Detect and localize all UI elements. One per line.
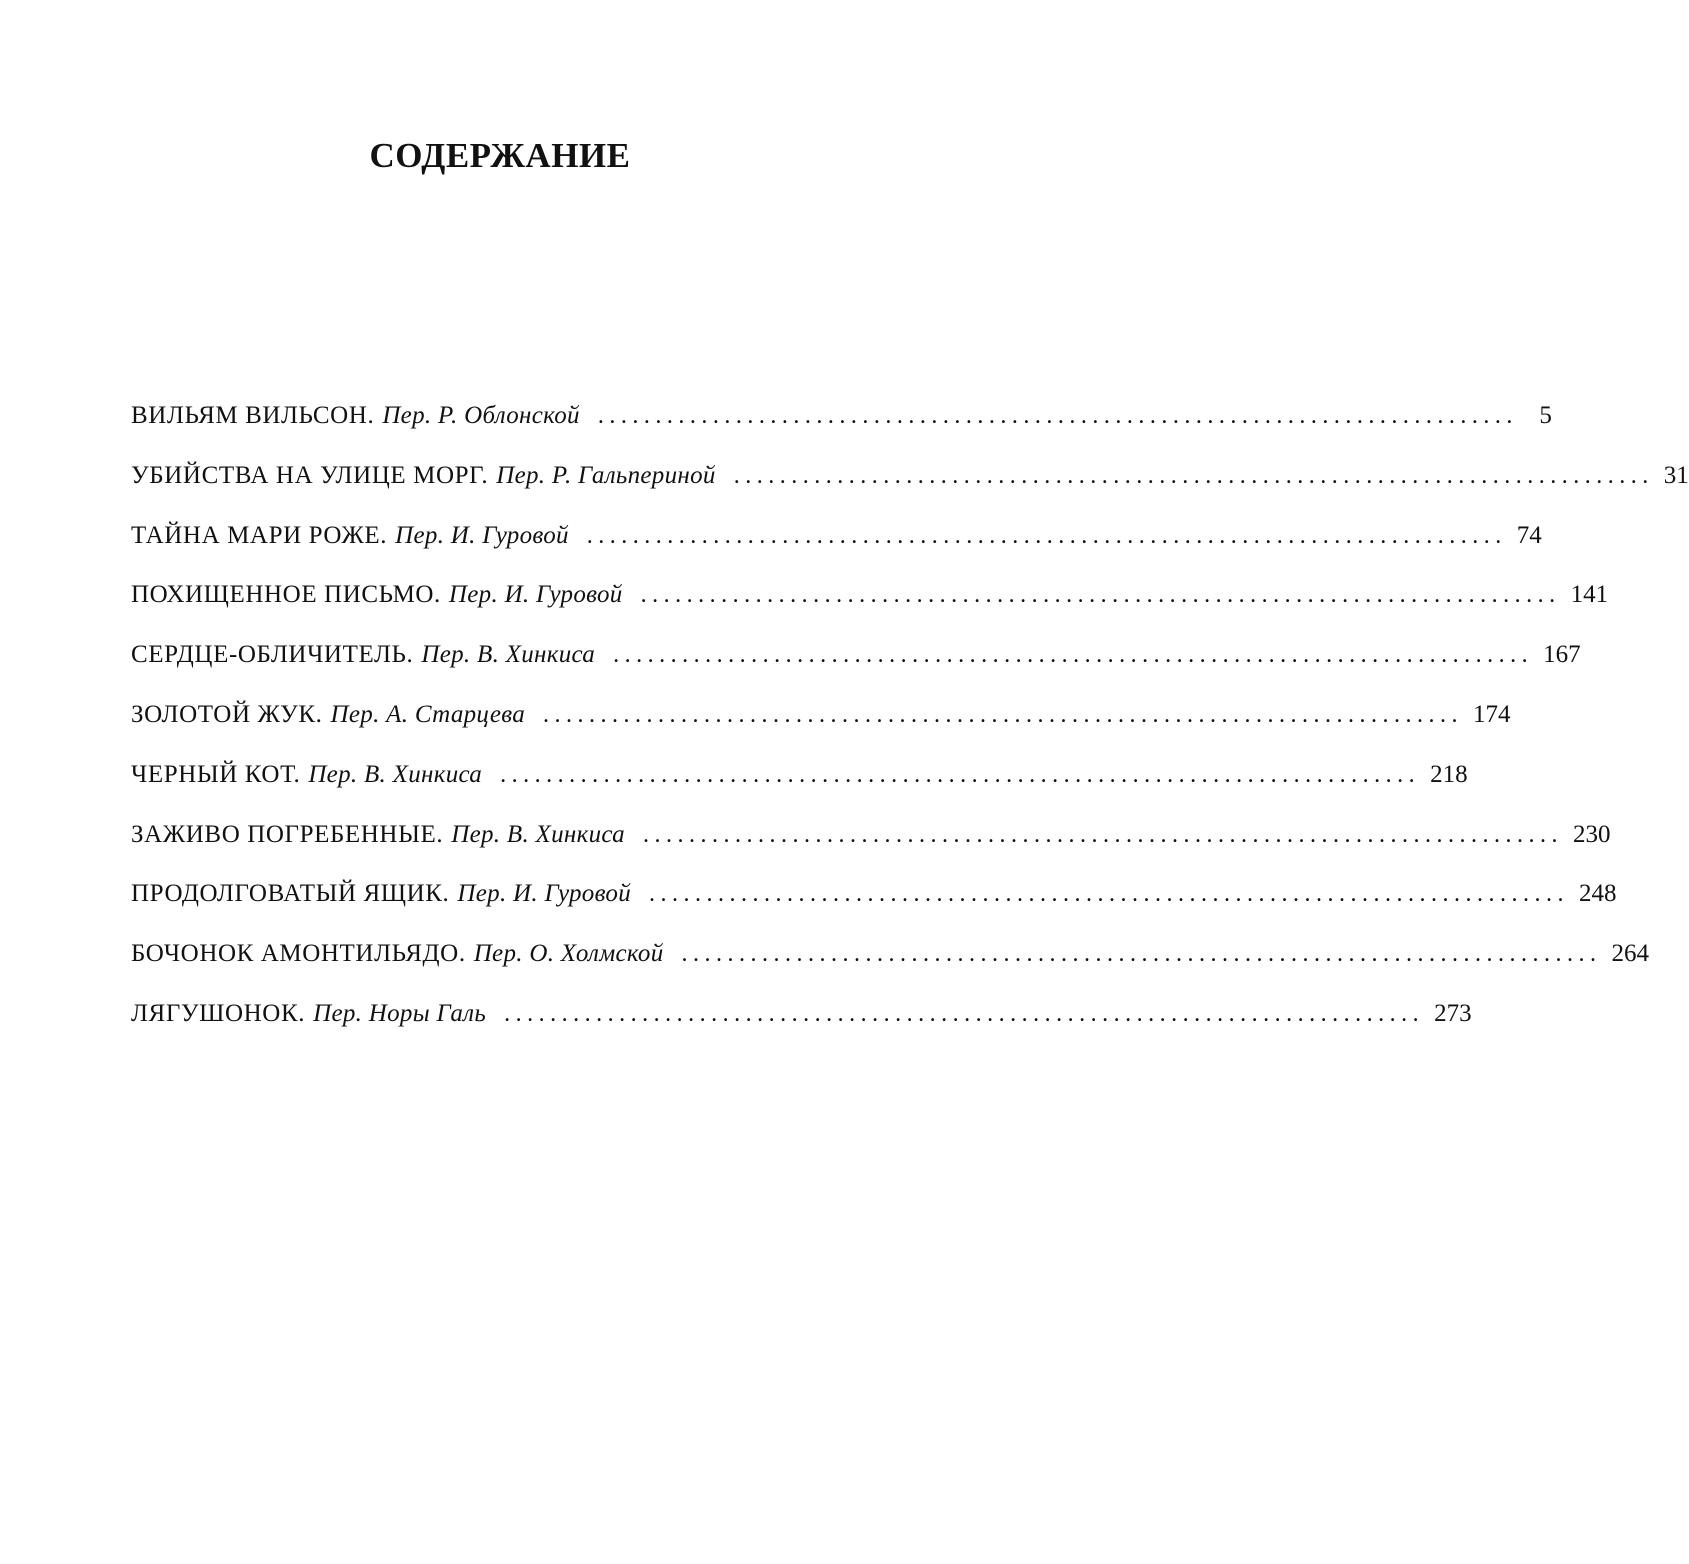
entry-translator: Пер. И. Гуровой <box>457 880 632 908</box>
entry-translator: Пер. И. Гуровой <box>448 581 623 609</box>
entry-page-number: 167 <box>1543 641 1581 669</box>
entry-title: ЧЕРНЫЙ КОТ. <box>131 760 301 788</box>
entry-title: СЕРДЦЕ-ОБЛИЧИТЕЛЬ. <box>131 641 414 669</box>
toc-entry[interactable] <box>131 880 1617 940</box>
entry-page-number: 230 <box>1572 820 1611 848</box>
toc-entry[interactable] <box>131 461 1689 522</box>
entry-translator: Пер. Норы Галь <box>313 999 487 1027</box>
page-title: СОДЕРЖАНИЕ <box>369 136 631 176</box>
entry-title: ЗОЛОТОЙ ЖУК. <box>131 700 323 728</box>
toc-entry[interactable] <box>131 641 1581 701</box>
entry-translator: Пер. В. Хинкиса <box>308 760 483 788</box>
entry-translator: Пер. Р. Гальпериной <box>496 461 716 489</box>
toc-entry[interactable] <box>131 999 1472 1060</box>
dot-leader: ................................................................................ <box>543 701 1464 728</box>
entry-page-number: 264 <box>1611 940 1650 968</box>
toc-entry[interactable] <box>131 581 1609 641</box>
entry-translator: Пер. А. Старцева <box>330 700 526 728</box>
entry-page-number: 273 <box>1434 999 1472 1027</box>
dot-leader: ................................................................................ <box>681 941 1602 968</box>
entry-page-number: 5 <box>1539 402 1552 429</box>
entry-translator: Пер. И. Гуровой <box>395 521 569 549</box>
entry-title: БОЧОНОК АМОНТИЛЬЯДО. <box>131 940 466 968</box>
entry-page-number: 248 <box>1579 880 1617 908</box>
entry-page-number: 31 <box>1663 461 1689 489</box>
toc-entry[interactable] <box>131 521 1542 582</box>
entry-translator: Пер. Р. Облонской <box>382 402 580 429</box>
entry-title: ВИЛЬЯМ ВИЛЬСОН. <box>131 402 375 429</box>
dot-leader: ................................................................................ <box>597 403 1518 429</box>
entry-translator: Пер. В. Хинкиса <box>421 641 596 669</box>
table-of-contents <box>131 402 1689 1060</box>
toc-entry[interactable] <box>131 820 1611 881</box>
dot-leader: ................................................................................ <box>649 881 1570 908</box>
dot-leader: ................................................................................ <box>504 1000 1425 1027</box>
entry-translator: Пер. В. Хинкиса <box>451 820 625 848</box>
dot-leader: ................................................................................ <box>733 462 1654 489</box>
toc-entry[interactable] <box>131 402 1552 462</box>
dot-leader: ................................................................................ <box>640 582 1561 609</box>
dot-leader: ................................................................................ <box>642 821 1563 848</box>
dot-leader: ................................................................................ <box>613 642 1534 669</box>
entry-title: ПОХИЩЕННОЕ ПИСЬМО. <box>131 581 441 609</box>
entry-title: ЗАЖИВО ПОГРЕБЕННЫЕ. <box>131 820 444 848</box>
toc-entry[interactable] <box>131 700 1511 761</box>
dot-leader: ................................................................................ <box>586 522 1507 549</box>
dot-leader: ................................................................................ <box>500 761 1421 788</box>
entry-title: ЛЯГУШОНОК. <box>131 999 306 1027</box>
toc-entry[interactable] <box>131 940 1650 1000</box>
entry-page-number: 218 <box>1430 760 1468 788</box>
entry-page-number: 174 <box>1473 700 1511 728</box>
entry-title: ТАЙНА МАРИ РОЖЕ. <box>131 521 388 549</box>
entry-title: ПРОДОЛГОВАТЫЙ ЯЩИК. <box>131 880 450 908</box>
entry-page-number: 74 <box>1516 521 1542 549</box>
entry-page-number: 141 <box>1570 581 1609 609</box>
entry-title: УБИЙСТВА НА УЛИЦЕ МОРГ. <box>131 461 489 489</box>
toc-entry[interactable] <box>131 760 1468 821</box>
entry-translator: Пер. О. Холмской <box>473 940 664 968</box>
